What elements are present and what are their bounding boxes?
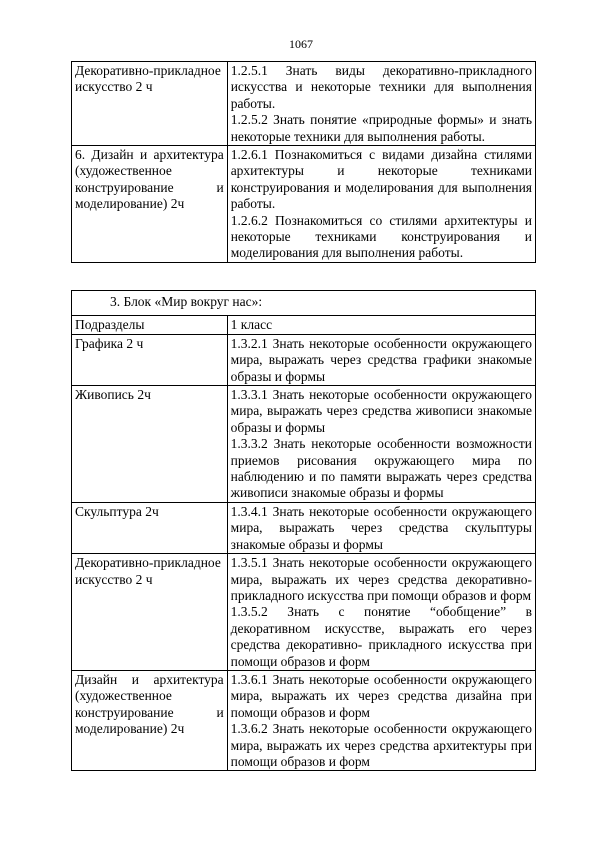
outcome-item: 1.3.6.1 Знать некоторые особенности окружающего мира, выражать их через средства дизайна при помощи образов и форм xyxy=(230,671,532,720)
block-title-row xyxy=(72,291,536,316)
outcomes-cell xyxy=(227,62,535,146)
outcome-item: 1.3.6.2 Знать некоторые особенности окружающего мира, выражать их через средства архитектуры при помощи образов и форм xyxy=(230,721,532,769)
page-number: 1067 xyxy=(289,37,313,51)
outcome-item: 1.3.5.1 Знать некоторые особенности окружающего мира, выражать их через средства декоративно- прикладного искусства при помощи образов и форм xyxy=(230,555,532,603)
outcomes-cell xyxy=(227,146,535,263)
outcome-item: 1.3.3.2 Знать некоторые особенности возможности приемов рисования окружающего мира по наблюдению и по памяти выражать через средства живописи знакомые образы и формы xyxy=(230,436,532,501)
outcomes-cell xyxy=(227,554,535,671)
outcomes-cell xyxy=(227,670,535,770)
table-row xyxy=(72,334,536,385)
block-title: 3. Блок «Мир вокруг нас»: xyxy=(72,291,536,316)
outcome-item: 1.2.6.2 Познакомиться со стилями архитектуры и некоторые техниками конструирования и моделирования для выполнения работы. xyxy=(230,212,532,261)
section-cell: 6. Дизайн и архитектура (художественное конструирование и моделирование) 2ч xyxy=(72,146,228,263)
curriculum-table-block-2 xyxy=(71,61,536,263)
outcome-item: 1.2.5.2 Знать понятие «природные формы» и знать некоторые техники для выполнения работы. xyxy=(230,112,532,144)
column-header-grade: 1 класс xyxy=(227,316,535,334)
curriculum-table-block-3 xyxy=(71,290,536,771)
outcome-item: 1.2.5.1 Знать виды декоративно-прикладного искусства и некоторые техники для выполнения работы. xyxy=(230,63,532,111)
table-row xyxy=(72,386,536,503)
outcome-item: 1.3.4.1 Знать некоторые особенности окружающего мира, выражать через средства скульптуры знакомые образы и формы xyxy=(230,503,532,552)
table-row xyxy=(72,670,536,770)
table-row xyxy=(72,146,536,263)
outcomes-cell xyxy=(227,502,535,553)
outcome-item: 1.3.3.1 Знать некоторые особенности окружающего мира, выражать через средства живописи знакомые образы и формы xyxy=(230,387,532,435)
outcome-item: 1.2.6.1 Познакомиться с видами дизайна стилями архитектуры и некоторые техниками конструирования и моделирования для выполнения работы. xyxy=(230,147,532,212)
outcome-item: 1.3.5.2 Знать с понятие “обобщение” в декоративном искусстве, выражать его через средства декоративно- прикладного искусства при помощи образов и форм xyxy=(230,604,532,669)
outcome-item: 1.3.2.1 Знать некоторые особенности окружающего мира, выражать через средства графики знакомые образы и формы xyxy=(230,335,532,384)
outcomes-cell xyxy=(227,386,535,503)
section-cell: Декоративно-прикладное искусство 2 ч xyxy=(72,62,228,146)
table-row xyxy=(72,502,536,553)
outcomes-cell xyxy=(227,334,535,385)
section-cell: Декоративно-прикладное искусство 2 ч xyxy=(72,554,228,671)
section-cell: Графика 2 ч xyxy=(72,334,228,385)
table-row xyxy=(72,62,536,146)
column-header-subsections: Подразделы xyxy=(72,316,228,334)
table-row xyxy=(72,554,536,671)
section-cell: Дизайн и архитектура (художественное конструирование и моделирование) 2ч xyxy=(72,670,228,770)
section-cell: Живопись 2ч xyxy=(72,386,228,503)
header-row xyxy=(72,316,536,334)
section-cell: Скульптура 2ч xyxy=(72,502,228,553)
